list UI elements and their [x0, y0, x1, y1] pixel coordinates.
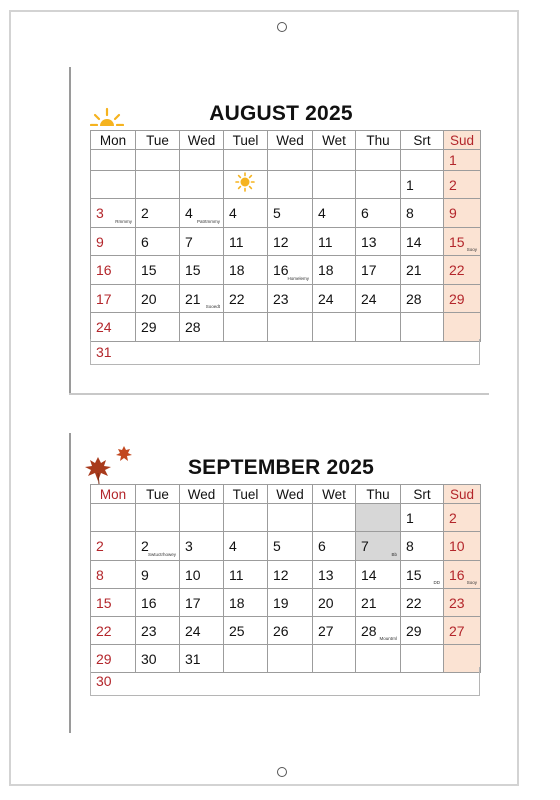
- day-number: 4: [185, 205, 193, 221]
- day-cell[interactable]: [224, 256, 268, 285]
- day-number: 16: [96, 262, 112, 278]
- day-cell[interactable]: [180, 504, 224, 532]
- day-number: 9: [141, 566, 149, 583]
- day-number: 10: [449, 538, 465, 554]
- day-number: 17: [185, 594, 201, 611]
- day-number: 22: [229, 290, 245, 307]
- day-number: 7: [361, 538, 369, 554]
- september-left-rule: [69, 433, 71, 733]
- day-note: Sooy: [466, 247, 477, 252]
- calendar-week-row: [91, 256, 481, 285]
- day-cell[interactable]: [224, 589, 268, 617]
- day-cell[interactable]: [313, 256, 356, 285]
- day-number: 27: [449, 622, 465, 639]
- day-cell[interactable]: [401, 589, 444, 617]
- calendar-week-row: [91, 199, 481, 228]
- day-number: 22: [449, 262, 465, 278]
- weekday-label: Wed: [180, 485, 224, 504]
- day-cell[interactable]: [91, 561, 136, 589]
- day-cell[interactable]: [136, 150, 180, 171]
- weekday-label: Thu: [356, 131, 401, 150]
- day-number: 5: [273, 205, 281, 221]
- day-cell[interactable]: [136, 617, 180, 645]
- day-cell[interactable]: [444, 532, 481, 561]
- day-cell[interactable]: [356, 532, 401, 561]
- day-number: 15: [96, 594, 112, 611]
- weekday-label: Wet: [313, 485, 356, 504]
- day-number: 12: [273, 566, 289, 583]
- day-number: 8: [406, 205, 414, 221]
- day-cell[interactable]: [401, 228, 444, 256]
- day-cell[interactable]: [180, 589, 224, 617]
- day-number: 25: [229, 622, 245, 639]
- day-note: Sooy: [466, 580, 477, 585]
- day-cell[interactable]: [180, 285, 224, 313]
- weekday-label: Mon: [91, 131, 136, 150]
- day-cell[interactable]: [224, 561, 268, 589]
- day-number: 6: [361, 205, 369, 221]
- day-number: 2: [141, 205, 149, 221]
- day-cell[interactable]: [356, 228, 401, 256]
- day-cell[interactable]: [224, 504, 268, 532]
- day-cell[interactable]: [268, 532, 313, 561]
- day-cell[interactable]: [356, 589, 401, 617]
- day-cell[interactable]: [268, 150, 313, 171]
- day-number: 16: [449, 566, 465, 583]
- weekday-label: Tue: [136, 485, 180, 504]
- day-number: 2: [141, 538, 149, 554]
- calendar-week-row: [91, 228, 481, 256]
- day-cell[interactable]: [356, 504, 401, 532]
- day-number: 16: [141, 594, 157, 611]
- day-number: 29: [141, 319, 157, 335]
- day-cell[interactable]: [224, 199, 268, 228]
- day-number: 17: [361, 262, 377, 278]
- day-cell[interactable]: [136, 171, 180, 199]
- day-cell[interactable]: [356, 256, 401, 285]
- day-number: 28: [361, 622, 377, 639]
- day-cell[interactable]: [180, 150, 224, 171]
- day-number: 29: [406, 622, 422, 639]
- day-cell[interactable]: [180, 199, 224, 228]
- september-title: SEPTEMBER 2025: [187, 456, 375, 479]
- day-number: 4: [229, 205, 237, 221]
- weekday-label: Wed: [180, 131, 224, 150]
- day-cell[interactable]: [180, 561, 224, 589]
- day-cell[interactable]: [313, 561, 356, 589]
- calendar-week-row: [91, 504, 481, 532]
- day-number: 9: [96, 233, 104, 250]
- day-number: 4: [229, 538, 237, 554]
- day-number: 10: [185, 566, 201, 583]
- day-note: Bb: [391, 552, 397, 557]
- day-number: 16: [273, 262, 289, 278]
- hanging-hole-bottom: [277, 767, 287, 777]
- calendar-week-row: [91, 171, 481, 199]
- day-note: DD: [433, 580, 440, 585]
- day-cell[interactable]: [91, 532, 136, 561]
- weekday-label: Mon: [91, 485, 136, 504]
- day-cell[interactable]: [268, 285, 313, 313]
- day-cell[interactable]: [180, 256, 224, 285]
- august-bottom-rule: [69, 393, 489, 395]
- day-cell[interactable]: [356, 313, 401, 342]
- hanging-hole-top: [277, 22, 287, 32]
- day-cell[interactable]: [444, 617, 481, 645]
- august-title: AUGUST 2025: [209, 102, 353, 125]
- day-cell[interactable]: [401, 617, 444, 645]
- day-number: 6: [141, 233, 149, 250]
- weekday-label: Thu: [356, 485, 401, 504]
- day-number: 3: [96, 205, 104, 221]
- day-cell[interactable]: [136, 589, 180, 617]
- day-cell[interactable]: [224, 617, 268, 645]
- day-cell[interactable]: [401, 256, 444, 285]
- august-calendar-grid: [90, 130, 481, 342]
- day-cell[interactable]: [268, 199, 313, 228]
- day-cell[interactable]: [91, 589, 136, 617]
- day-cell[interactable]: [180, 171, 224, 199]
- day-cell[interactable]: [313, 171, 356, 199]
- day-cell[interactable]: [268, 504, 313, 532]
- day-number: 26: [273, 622, 289, 639]
- day-cell[interactable]: [444, 256, 481, 285]
- day-cell[interactable]: [444, 228, 481, 256]
- day-cell[interactable]: [356, 617, 401, 645]
- day-cell[interactable]: [313, 532, 356, 561]
- day-cell[interactable]: [136, 256, 180, 285]
- day-cell[interactable]: [91, 171, 136, 199]
- calendar-week-row: [91, 313, 481, 342]
- day-number: 2: [449, 176, 457, 193]
- day-cell[interactable]: [401, 150, 444, 171]
- weekday-label: Wet: [313, 131, 356, 150]
- day-number: 21: [185, 290, 201, 307]
- day-number: 19: [273, 594, 289, 611]
- day-cell[interactable]: [356, 285, 401, 313]
- weekday-label: Srt: [401, 131, 444, 150]
- day-number: 23: [141, 622, 157, 639]
- day-cell[interactable]: [136, 199, 180, 228]
- day-number: 24: [185, 622, 201, 639]
- day-cell[interactable]: [401, 199, 444, 228]
- day-number: 20: [141, 290, 157, 307]
- day-cell[interactable]: [356, 150, 401, 171]
- day-number: 28: [406, 290, 422, 307]
- day-cell[interactable]: [356, 171, 401, 199]
- day-cell[interactable]: [444, 561, 481, 589]
- day-cell[interactable]: [136, 228, 180, 256]
- day-cell[interactable]: [136, 285, 180, 313]
- day-number: 24: [361, 290, 377, 307]
- day-cell[interactable]: [401, 313, 444, 342]
- day-cell[interactable]: [268, 313, 313, 342]
- september-calendar-grid: [90, 484, 481, 673]
- day-cell[interactable]: [91, 199, 136, 228]
- day-number: 22: [406, 594, 422, 611]
- weekday-label: Wed: [268, 131, 313, 150]
- calendar-week-row: [91, 561, 481, 589]
- weekday-label: Sud: [444, 485, 481, 504]
- day-number: 15: [185, 262, 201, 278]
- day-cell[interactable]: [401, 504, 444, 532]
- day-number: 7: [185, 233, 193, 250]
- day-note: Sooedt: [205, 304, 220, 309]
- day-number: 31: [96, 343, 112, 360]
- day-number: 15: [449, 233, 465, 250]
- weekday-label: Sud: [444, 131, 481, 150]
- day-note: Mountrnl: [379, 636, 397, 641]
- day-cell[interactable]: [224, 313, 268, 342]
- day-number: 23: [273, 290, 289, 307]
- day-cell[interactable]: [313, 504, 356, 532]
- august-left-rule: [69, 67, 71, 395]
- day-cell[interactable]: [180, 313, 224, 342]
- day-cell[interactable]: [136, 313, 180, 342]
- august-weekday-header: [91, 131, 481, 150]
- september-overflow-row: [90, 667, 480, 696]
- day-cell[interactable]: [313, 199, 356, 228]
- day-cell[interactable]: [444, 199, 481, 228]
- day-number: 29: [96, 650, 112, 667]
- day-number: 2: [449, 509, 457, 526]
- day-number: 1: [449, 152, 457, 168]
- day-number: 18: [229, 594, 245, 611]
- day-cell[interactable]: [313, 617, 356, 645]
- day-cell[interactable]: [268, 617, 313, 645]
- day-note: Rmmmy: [115, 219, 132, 224]
- day-cell[interactable]: [268, 171, 313, 199]
- day-number: 12: [273, 233, 289, 250]
- day-cell[interactable]: [444, 150, 481, 171]
- day-cell[interactable]: [91, 256, 136, 285]
- day-number: 18: [229, 262, 245, 278]
- day-cell[interactable]: [268, 256, 313, 285]
- day-cell[interactable]: [268, 589, 313, 617]
- weekday-label: Tuel: [224, 131, 268, 150]
- day-cell[interactable]: [91, 504, 136, 532]
- day-cell[interactable]: [136, 504, 180, 532]
- day-cell[interactable]: [401, 532, 444, 561]
- day-number: 28: [185, 319, 201, 335]
- day-cell[interactable]: [313, 313, 356, 342]
- calendar-week-row: [91, 532, 481, 561]
- calendar-week-row: [91, 150, 481, 171]
- day-number: 9: [449, 205, 457, 221]
- day-cell[interactable]: [224, 285, 268, 313]
- day-number: 2: [96, 538, 104, 554]
- day-number: 6: [318, 538, 326, 554]
- day-number: 21: [406, 262, 422, 278]
- day-cell[interactable]: [444, 504, 481, 532]
- day-number: 31: [185, 650, 201, 667]
- day-number: 14: [361, 566, 377, 583]
- day-cell[interactable]: [356, 561, 401, 589]
- day-cell[interactable]: [224, 228, 268, 256]
- day-number: 21: [361, 594, 377, 611]
- day-cell[interactable]: [180, 617, 224, 645]
- day-number: 20: [318, 594, 334, 611]
- day-cell[interactable]: [136, 532, 180, 561]
- day-number: 30: [141, 650, 157, 667]
- day-cell[interactable]: [224, 532, 268, 561]
- day-number: 1: [406, 509, 414, 526]
- weekday-label: Srt: [401, 485, 444, 504]
- day-cell[interactable]: [313, 228, 356, 256]
- sun-icon: [235, 172, 255, 192]
- day-cell[interactable]: [401, 171, 444, 199]
- day-number: 4: [318, 205, 326, 221]
- calendar-week-row: [91, 285, 481, 313]
- day-cell[interactable]: [91, 228, 136, 256]
- day-number: 22: [96, 622, 112, 639]
- day-cell[interactable]: [444, 285, 481, 313]
- day-cell[interactable]: [180, 532, 224, 561]
- day-cell[interactable]: [444, 313, 481, 342]
- august-overflow-row: [90, 339, 480, 365]
- day-cell[interactable]: [313, 589, 356, 617]
- day-number: 24: [96, 319, 112, 335]
- day-note: Swtuctrhowey: [147, 552, 176, 557]
- day-number: 11: [229, 233, 244, 250]
- day-cell[interactable]: [313, 285, 356, 313]
- day-cell[interactable]: [91, 617, 136, 645]
- day-note: Homelemy: [287, 276, 309, 281]
- weekday-label: Tue: [136, 131, 180, 150]
- day-number: 18: [318, 262, 334, 278]
- day-cell[interactable]: [401, 285, 444, 313]
- day-number: 17: [96, 290, 112, 307]
- day-number: 13: [318, 566, 334, 583]
- day-cell[interactable]: [180, 228, 224, 256]
- day-number: 13: [361, 233, 377, 250]
- day-number: 8: [406, 538, 414, 554]
- day-number: 29: [449, 290, 465, 307]
- day-number: 14: [406, 233, 422, 250]
- day-cell[interactable]: [136, 561, 180, 589]
- day-note: Patrtmmmy: [197, 219, 220, 224]
- day-cell[interactable]: [356, 199, 401, 228]
- day-number: 15: [406, 566, 422, 583]
- calendar-week-row: [91, 589, 481, 617]
- day-cell[interactable]: [444, 589, 481, 617]
- day-cell[interactable]: [313, 150, 356, 171]
- weekday-label: Wed: [268, 485, 313, 504]
- day-cell[interactable]: [268, 228, 313, 256]
- day-number: 5: [273, 538, 281, 554]
- day-number: 27: [318, 622, 334, 639]
- day-cell[interactable]: [268, 561, 313, 589]
- day-number: 11: [318, 233, 333, 250]
- day-number: 24: [318, 290, 334, 307]
- day-number: 8: [96, 566, 104, 583]
- day-number: 15: [141, 262, 157, 278]
- day-cell[interactable]: [401, 561, 444, 589]
- september-weekday-header: [91, 485, 481, 504]
- day-number: 11: [229, 566, 244, 583]
- day-cell[interactable]: [91, 285, 136, 313]
- calendar-week-row: [91, 617, 481, 645]
- weekday-label: Tuel: [224, 485, 268, 504]
- day-number: 30: [96, 673, 112, 689]
- day-cell[interactable]: [444, 171, 481, 199]
- day-number: 23: [449, 594, 465, 611]
- day-cell[interactable]: [224, 150, 268, 171]
- day-cell[interactable]: [91, 150, 136, 171]
- day-cell[interactable]: [91, 313, 136, 342]
- day-number: 1: [406, 176, 414, 193]
- day-number: 3: [185, 538, 193, 554]
